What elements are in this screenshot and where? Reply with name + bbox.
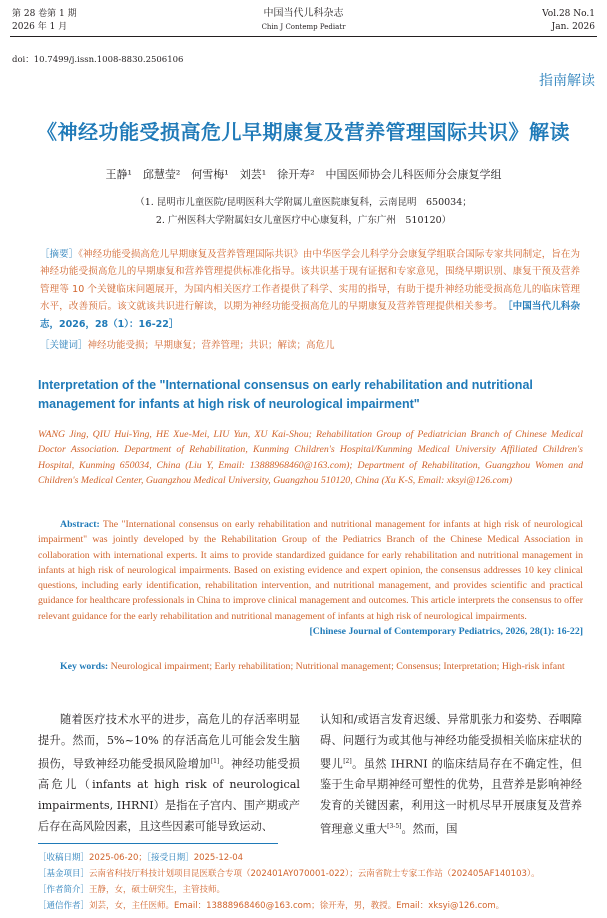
received-date: 2025-06-20；	[89, 853, 147, 863]
keywords-cn-label: ［关键词］	[40, 340, 88, 351]
fund-label: ［基金项目］	[38, 869, 90, 879]
header-journal-cn: 中国当代儿科杂志	[263, 8, 344, 19]
footnote-fund	[38, 868, 598, 880]
ref-3-5: [3-5]	[387, 822, 402, 830]
affiliation-2: 2. 广州医科大学附属妇女儿童医疗中心康复科，广东广州 510120）	[155, 215, 452, 226]
header-rule	[10, 36, 597, 37]
footnote-dates	[38, 852, 598, 864]
contact-label: ［通信作者］	[38, 901, 90, 911]
body-column-right	[320, 710, 582, 840]
abstract-cn	[40, 246, 580, 333]
title-en: Interpretation of the "International consensus on early rehabilitation and nutritional management for infants at high risk of neurological impairment"	[38, 378, 533, 411]
keywords-en	[38, 659, 583, 674]
received-label: ［收稿日期］	[38, 853, 90, 863]
author-bio-text: 王静，女，硕士研究生，主管技师。	[89, 885, 226, 895]
footnote-rule	[38, 843, 278, 844]
keywords-en-text: Neurological impairment; Early rehabilitation; Nutritional management; Consensus; Interpretation; High-risk infant	[110, 661, 565, 672]
authors-cn: 王静¹ 邱慧莹² 何雪梅¹ 刘芸¹ 徐开寿² 中国医师协会儿科医师分会康复学组	[105, 168, 502, 181]
header-journal-en: Chin J Contemp Pediatr	[261, 23, 346, 31]
keywords-cn	[40, 337, 580, 354]
accepted-label: ［接受日期］	[146, 853, 194, 863]
body-left-text-a: 随着医疗技术水平的进步，高危儿的存活率明显提升。然而，5%~10% 的存活高危儿可能会发生脑损伤，导致神经功能受损风险增加	[38, 713, 300, 771]
keywords-en-label: Key words:	[60, 661, 109, 672]
fund-text: 云南省科技厅科技计划项目昆医联合专项（202401AY070001-022）；云南省院士专家工作站（202405AF140103）。	[89, 869, 540, 879]
abstract-en-text: The "International consensus on early rehabilitation and nutritional management for infants at high risk of neurological impairment" was jointly developed by the Rehabilitation Group of the Pediatrics Branch of the Chinese Medical Association in collaboration with international experts. It aims to provide standardized guidance for early rehabilitation and nutritional management in infants at high risk of neurological impairments. Based on existing evidence and expert opinion, the consensus addresses 10 key clinical questions, including early identification, rehabilitation intervention, and nutritional management, and provides scientific and practical guidance for healthcare professionals in China to improve clinical management and outcomes. This article interprets the consensus to offer relevant guidance for the early rehabilitation and nutritional management of infants at high risk of neurological impairments.	[38, 519, 583, 622]
affiliation-1: （1. 昆明市儿童医院/昆明医科大学附属儿童医院康复科，云南昆明 650034；	[135, 197, 472, 208]
doi: doi：10.7499/j.issn.1008-8830.2506106	[12, 55, 184, 65]
title-cn: 《神经功能受损高危儿早期康复及营养管理国际共识》解读	[37, 120, 570, 144]
footnote-contact	[38, 900, 598, 912]
ref-2: [2]	[343, 757, 352, 765]
body-left-text-b: 。神经功能受损高危儿（infants at high risk of neurological impairments, IHRNI）是指在子宫内、围产期或产后存在高风险因素，且这些因素可能导致运动、	[38, 757, 300, 833]
ref-1: [1]	[210, 757, 220, 765]
header-volume: 第 28 卷第 1 期	[12, 9, 77, 19]
keywords-cn-text: 神经功能受损；早期康复；营养管理；共识；解读；高危儿	[87, 340, 335, 351]
header-volume-en: Vol.28 No.1	[542, 9, 595, 19]
contact-text: 刘芸，女，主任医师。Email：13888968460@163.com；徐开寿，男，教授。Email：xksyi@126.com。	[89, 901, 505, 911]
body-right-text-a: 认知和/或语言发育迟缓、异常肌张力和姿势、吞咽障碍、问题行为或其他与神经功能受损相关临床症状的婴儿	[320, 713, 582, 771]
body-column-left	[38, 710, 300, 838]
author-bio-label: ［作者简介］	[38, 885, 90, 895]
authors-en: WANG Jing, QIU Hui-Ying, HE Xue-Mei, LIU Yun, XU Kai-Shou; Rehabilitation Group of Pediatrician Branch of Chinese Medical Doctor Association. Department of Rehabilitation, Kunming Children's Hospital/Kunming Medical University Affiliated Children's Hospital, Kunming 650034, China (Liu Y, Email: 13888968460@163.com); Department of Rehabilitation, Guangzhou Women and Children's Medical Center, Guangzhou Medical University, Guangzhou 510120, China (Xu K-S, Email: xksyi@126.com)	[38, 429, 583, 487]
body-right-text-b: 。虽然 IHRNI 的临床结局存在不确定性，但鉴于生命早期神经可塑性的优势，且营养是影响神经发育的关键因素，利用这一时机尽早开展康复及营养管理意义重大	[320, 757, 582, 836]
section-label: 指南解读	[539, 73, 595, 89]
footnote-author	[38, 884, 598, 896]
header-date: 2026 年 1 月	[12, 22, 68, 32]
abstract-cn-citation: ［中国当代儿科杂志，2026，28（1）：16-22］	[40, 301, 580, 330]
abstract-cn-text: 《神经功能受损高危儿早期康复及营养管理国际共识》由中华医学会儿科学分会康复学组联合国际专家共同制定，旨在为神经功能受损高危儿的早期康复和营养管理提供标准化指导。该共识基于现有证据和专家意见，围绕早期识别、康复干预及营养管理等 10 个关键临床问题展开，为国内相关医疗工作者提供了科学、实用的指导，有助于提升神经功能受损高危儿的临床管理水平，改善预后。该文就该共识进行解读，以期为神经功能受损高危儿的早期康复及营养管理提供相关参考。	[40, 249, 580, 313]
header-date-en: Jan. 2026	[551, 22, 595, 32]
abstract-en	[38, 517, 583, 639]
accepted-date: 2025-12-04	[193, 853, 244, 863]
abstract-cn-label: ［摘要］	[40, 249, 79, 260]
abstract-en-label: Abstract:	[60, 519, 100, 530]
body-right-text-c: 。然而，国	[401, 822, 458, 836]
abstract-en-citation: [Chinese Journal of Contemporary Pediatrics, 2026, 28(1): 16-22]	[309, 626, 583, 638]
